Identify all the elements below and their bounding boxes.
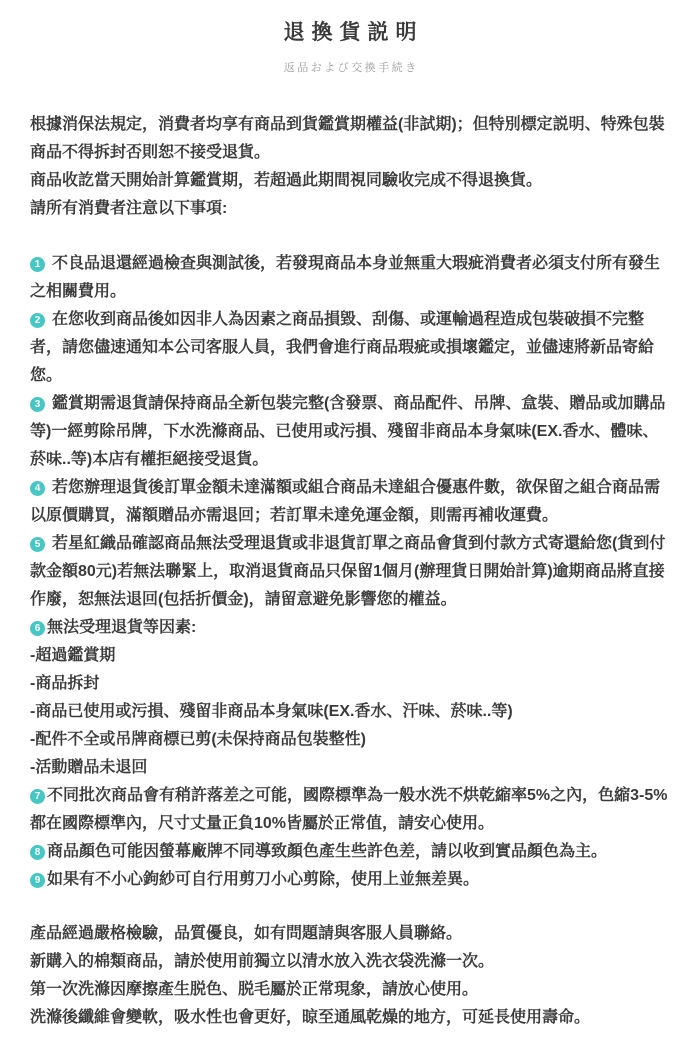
notice-item-1 bbox=[30, 250, 670, 306]
number-badge-9: 9 bbox=[30, 873, 45, 888]
number-badge-8: 8 bbox=[30, 845, 45, 860]
notice-item-5 bbox=[30, 530, 670, 614]
reject-reason: -超過鑑賞期 bbox=[30, 647, 116, 664]
number-badge-3: 3 bbox=[30, 397, 45, 412]
notice-item-3 bbox=[30, 390, 670, 474]
intro-line: 商品收訖當天開始計算鑑賞期，若超過此期間視同驗收完成不得退換貨。 bbox=[30, 172, 543, 189]
care-line: 第一次洗滌因摩擦產生脱色、脱毛屬於正常現象，請放心使用。 bbox=[30, 981, 479, 998]
intro-line: 根據消保法規定，消費者均享有商品到貨鑑賞期權益(非試期)；但特別標定説明、特殊包裝商品不得拆封否則恕不接受退貨。 bbox=[30, 116, 665, 161]
care-instructions-section bbox=[30, 920, 670, 1032]
reject-reason: -商品已使用或污損、殘留非商品本身氣味(EX.香水、汗味、菸味..等) bbox=[30, 703, 513, 720]
reject-reason: -活動贈品未退回 bbox=[30, 759, 148, 776]
notice-item-4 bbox=[30, 474, 670, 530]
notice-text: 鑑賞期需退貨請保持商品全新包裝完整(含發票、商品配件、吊牌、盒裝、贈品或加購品等)一經剪除吊牌，下水洗滌商品、已使用或污損、殘留非商品本身氣味(EX.香水、體味、菸味..等)本店有權拒絕接受退貨。 bbox=[30, 395, 666, 468]
page-title: 退換貨説明 bbox=[283, 21, 424, 44]
intro-line: 請所有消費者注意以下事項: bbox=[30, 200, 228, 217]
notice-text: 若星紅織品確認商品無法受理退貨或非退貨訂單之商品會貨到付款方式寄還給您(貨到付款金額80元)若無法聯緊上，取消退貨商品只保留1個月(辦理貨日開始計算)逾期商品將直接作廢，恕無法退回(包括折價金)，請留意避免影響您的權益。 bbox=[30, 535, 666, 608]
notice-item-6 bbox=[30, 614, 670, 642]
notice-text: 在您收到商品後如因非人為因素之商品損毀、刮傷、或運輸過程造成包裝破損不完整者，請您儘速通知本公司客服人員，我們會進行商品瑕疵或損壞鑑定，並儘速將新品寄給您。 bbox=[30, 311, 655, 384]
care-line: 新購入的棉類商品，請於使用前獨立以清水放入洗衣袋洗滌一次。 bbox=[30, 953, 495, 970]
notice-item-9 bbox=[30, 866, 670, 894]
notice-text: 如果有不小心鉤紗可自行用剪刀小心剪除，使用上並無差異。 bbox=[47, 871, 480, 888]
number-badge-7: 7 bbox=[30, 789, 45, 804]
number-badge-6: 6 bbox=[30, 621, 45, 636]
notice-list bbox=[30, 250, 670, 894]
notice-text: 不良品退還經過檢查與測試後，若發現商品本身並無重大瑕疵消費者必須支付所有發生之相關費用。 bbox=[30, 255, 661, 300]
number-badge-1: 1 bbox=[30, 257, 45, 272]
notice-text: 若您辦理退貨後訂單金額未達滿額或組合商品未達組合優惠件數，欲保留之組合商品需以原價購買，滿額贈品亦需退回；若訂單未達免運金額，則需再補收運費。 bbox=[30, 479, 661, 524]
reject-reason: -商品拆封 bbox=[30, 675, 100, 692]
notice-text: 商品顏色可能因螢幕廠牌不同導致顏色產生些許色差，請以收到實品顏色為主。 bbox=[47, 843, 608, 860]
reject-reason: -配件不全或吊牌商標已剪(未保持商品包裝整性) bbox=[30, 731, 366, 748]
number-badge-4: 4 bbox=[30, 481, 45, 496]
page-subtitle: 返品および交換手続き bbox=[283, 62, 419, 74]
notice-item-8 bbox=[30, 838, 670, 866]
notice-item-7 bbox=[30, 782, 670, 838]
care-line: 產品經過嚴格檢驗，品質優良，如有問題請與客服人員聯絡。 bbox=[30, 925, 463, 942]
care-line: 洗滌後纖維會變軟，吸水性也會更好，晾至通風乾燥的地方，可延長使用壽命。 bbox=[30, 1009, 591, 1026]
notice-text: 不同批次商品會有稍許落差之可能，國際標準為一般水洗不烘乾縮率5%之內，色縮3-5%都在國際標準內，尺寸丈量正負10%皆屬於正常值，請安心使用。 bbox=[30, 787, 668, 832]
notice-text: 無法受理退貨等因素: bbox=[47, 619, 197, 636]
notice-item-2 bbox=[30, 306, 670, 390]
page-header bbox=[30, 16, 670, 75]
intro-section bbox=[30, 111, 670, 223]
number-badge-5: 5 bbox=[30, 537, 45, 552]
number-badge-2: 2 bbox=[30, 313, 45, 328]
